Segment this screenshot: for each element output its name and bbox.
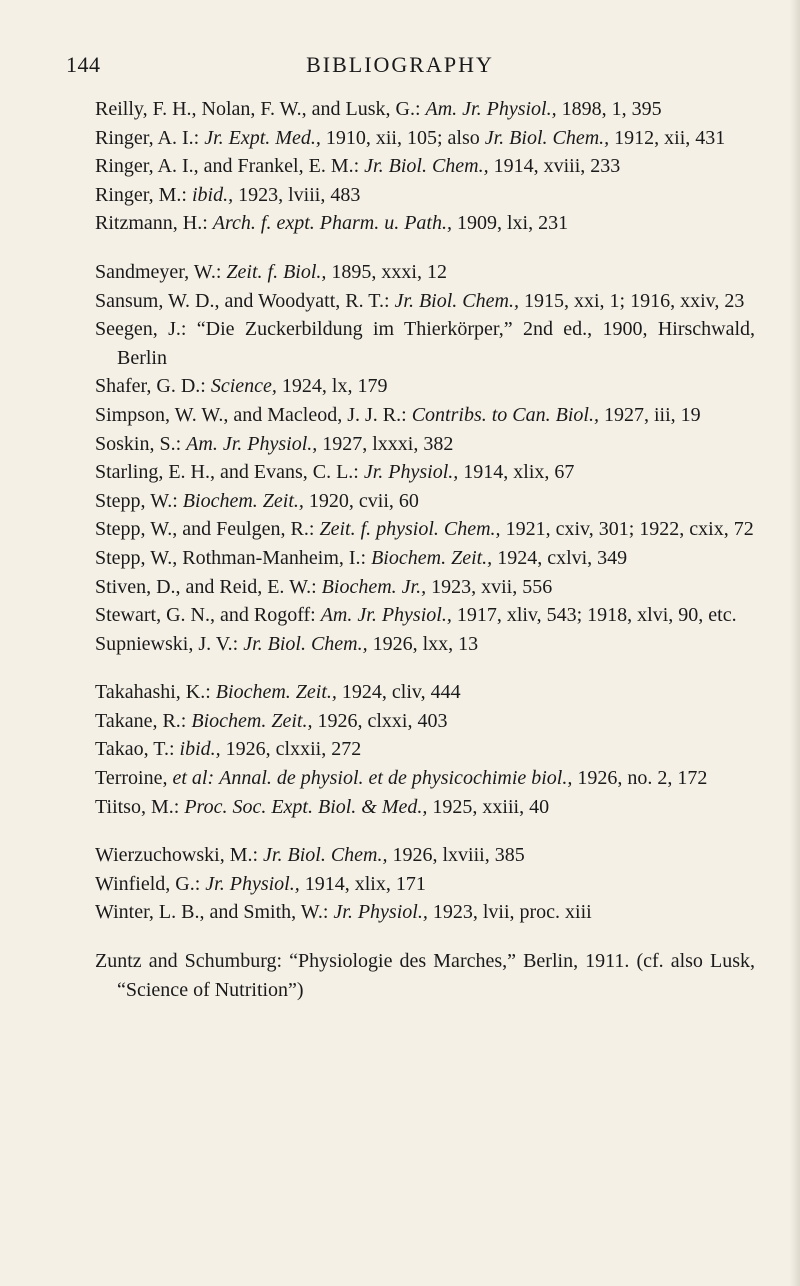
entry-citation: “Die Zuckerbildung im Thierkörper,” 2nd ed., 1900, Hirschwald, Berlin bbox=[117, 318, 756, 369]
bibliography-entry bbox=[95, 841, 755, 870]
entry-journal: Science, bbox=[210, 375, 277, 398]
entry-author: Supniewski, J. V.: bbox=[95, 632, 239, 655]
entry-citation: 1914, xlix, 67 bbox=[463, 461, 575, 484]
entry-journal: Zeit. f. physiol. Chem., bbox=[319, 518, 501, 541]
entry-author: Takane, R.: bbox=[95, 709, 187, 732]
bibliography-entry bbox=[95, 209, 755, 238]
bibliography-entry bbox=[95, 458, 755, 487]
entry-citation: 1917, xliv, 543; 1918, xlvi, 90, etc. bbox=[456, 604, 737, 627]
bibliography-entry bbox=[95, 707, 755, 736]
entry-citation: 1926, clxxii, 272 bbox=[225, 738, 362, 761]
entry-author: Winter, L. B., and Smith, W.: bbox=[95, 901, 329, 924]
entry-et-al: et al: bbox=[172, 767, 215, 790]
bibliography-entry bbox=[95, 287, 755, 316]
bibliography-group bbox=[95, 678, 755, 821]
entry-author: Sansum, W. D., and Woodyatt, R. T.: bbox=[95, 289, 390, 312]
running-head: BIBLIOGRAPHY bbox=[306, 52, 494, 77]
entry-journal: Biochem. Zeit., bbox=[371, 546, 493, 569]
entry-author: Wierzuchowski, M.: bbox=[95, 844, 259, 867]
bibliography-entry bbox=[95, 372, 755, 401]
entry-citation: 1923, xvii, 556 bbox=[431, 575, 553, 598]
entry-journal: Contribs. to Can. Biol., bbox=[411, 403, 599, 426]
entry-author: Winfield, G.: bbox=[95, 872, 201, 895]
entry-citation: 1925, xxiii, 40 bbox=[432, 795, 550, 818]
bibliography-entry bbox=[95, 735, 755, 764]
entry-journal: Proc. Soc. Expt. Biol. & Med., bbox=[184, 795, 428, 818]
entry-journal: Biochem. Zeit., bbox=[182, 489, 304, 512]
bibliography-entry bbox=[95, 315, 755, 372]
bibliography-entry bbox=[95, 515, 755, 544]
entry-author: Takahashi, K.: bbox=[95, 681, 211, 704]
bibliography-group bbox=[95, 841, 755, 927]
entry-author: Starling, E. H., and Evans, C. L.: bbox=[95, 461, 359, 484]
entry-citation: 1927, lxxxi, 382 bbox=[322, 432, 454, 455]
entry-citation: 1927, iii, 19 bbox=[603, 403, 701, 426]
entry-citation: “Physiologie des Marches,” Berlin, 1911. (cf. also Lusk, “Science of Nutrition”) bbox=[117, 950, 756, 1001]
bibliography-entry bbox=[95, 870, 755, 899]
entry-journal: Biochem. Zeit., bbox=[215, 681, 337, 704]
bibliography-entry bbox=[95, 898, 755, 927]
bibliography-list bbox=[95, 95, 755, 1024]
entry-citation: 1926, clxxi, 403 bbox=[317, 709, 448, 732]
entry-journal: Arch. f. expt. Pharm. u. Path., bbox=[212, 212, 452, 235]
entry-citation: 1914, xlix, 171 bbox=[304, 872, 426, 895]
entry-author: Stepp, W., and Feulgen, R.: bbox=[95, 518, 315, 541]
bibliography-group bbox=[95, 947, 755, 1004]
bibliography-group bbox=[95, 95, 755, 238]
entry-journal: Biochem. Jr., bbox=[321, 575, 427, 598]
entry-journal: Jr. Biol. Chem., bbox=[394, 289, 519, 312]
entry-journal: Jr. Physiol., bbox=[205, 872, 300, 895]
entry-journal: Zeit. f. Biol., bbox=[226, 260, 327, 283]
entry-citation: 1924, lx, 179 bbox=[281, 375, 388, 398]
entry-journal: Jr. Physiol., bbox=[333, 901, 428, 924]
bibliography-entry bbox=[95, 947, 755, 1004]
page-number: 144 bbox=[66, 52, 101, 77]
bibliography-entry bbox=[95, 430, 755, 459]
entry-author: Ringer, M.: bbox=[95, 183, 187, 206]
entry-citation: 1923, lviii, 483 bbox=[238, 183, 361, 206]
entry-citation: 1920, cvii, 60 bbox=[308, 489, 419, 512]
entry-citation: 1910, xii, 105; also bbox=[325, 126, 480, 149]
bibliography-entry bbox=[95, 487, 755, 516]
entry-author: Stewart, G. N., and Rogoff: bbox=[95, 604, 316, 627]
entry-journal: Jr. Biol. Chem., bbox=[364, 155, 489, 178]
entry-citation: 1895, xxxi, 12 bbox=[331, 260, 447, 283]
entry-citation: 1898, 1, 395 bbox=[561, 98, 662, 120]
bibliography-entry bbox=[95, 124, 755, 153]
entry-author: Zuntz and Schumburg: bbox=[95, 950, 283, 973]
entry-author: Stepp, W., Rothman-Manheim, I.: bbox=[95, 546, 367, 569]
entry-author: Terroine, bbox=[95, 767, 168, 790]
entry-journal: Jr. Biol. Chem., bbox=[263, 844, 388, 867]
entry-journal: ibid., bbox=[179, 738, 221, 761]
page-header bbox=[66, 52, 734, 82]
entry-journal: Biochem. Zeit., bbox=[191, 709, 313, 732]
entry-citation: 1926, no. 2, 172 bbox=[577, 767, 708, 790]
entry-author: Soskin, S.: bbox=[95, 432, 182, 455]
entry-journal: Jr. Expt. Med., bbox=[204, 126, 321, 149]
entry-citation: 1912, xii, 431 bbox=[614, 126, 726, 149]
entry-author: Sandmeyer, W.: bbox=[95, 260, 222, 283]
bibliography-entry bbox=[95, 793, 755, 822]
entry-journal: Am. Jr. Physiol., bbox=[425, 98, 557, 120]
entry-journal: Am. Jr. Physiol., bbox=[320, 604, 452, 627]
entry-citation: 1926, lxx, 13 bbox=[372, 632, 479, 655]
entry-author: Ringer, A. I., and Frankel, E. M.: bbox=[95, 155, 360, 178]
bibliography-entry bbox=[95, 544, 755, 573]
entry-citation: 1909, lxi, 231 bbox=[456, 212, 569, 235]
entry-citation: 1924, cxlvi, 349 bbox=[497, 546, 628, 569]
entry-author: Ritzmann, H.: bbox=[95, 212, 208, 235]
bibliography-entry bbox=[95, 764, 755, 793]
entry-author: Simpson, W. W., and Macleod, J. J. R.: bbox=[95, 403, 407, 426]
entry-author: Reilly, F. H., Nolan, F. W., and Lusk, G.: bbox=[95, 98, 421, 120]
entry-author: Tiitso, M.: bbox=[95, 795, 180, 818]
bibliography-entry bbox=[95, 601, 755, 630]
bibliography-entry bbox=[95, 401, 755, 430]
bibliography-entry bbox=[95, 258, 755, 287]
bibliography-entry bbox=[95, 573, 755, 602]
entry-author: Stepp, W.: bbox=[95, 489, 178, 512]
bibliography-entry bbox=[95, 152, 755, 181]
entry-author: Takao, T.: bbox=[95, 738, 175, 761]
entry-journal: Jr. Biol. Chem., bbox=[484, 126, 610, 149]
bibliography-entry bbox=[95, 95, 755, 124]
entry-journal: Jr. Physiol., bbox=[363, 461, 459, 484]
page-edge-shadow bbox=[790, 0, 800, 1286]
entry-citation: 1915, xxi, 1; 1916, xxiv, 23 bbox=[523, 289, 745, 312]
entry-citation: 1914, xviii, 233 bbox=[493, 155, 621, 178]
bibliography-entry bbox=[95, 181, 755, 210]
entry-citation: 1926, lxviii, 385 bbox=[392, 844, 525, 867]
entry-citation: 1924, cliv, 444 bbox=[341, 681, 461, 704]
entry-author: Stiven, D., and Reid, E. W.: bbox=[95, 575, 317, 598]
entry-author: Ringer, A. I.: bbox=[95, 126, 200, 149]
bibliography-entry bbox=[95, 630, 755, 659]
entry-author: Seegen, J.: bbox=[95, 318, 187, 341]
bibliography-group bbox=[95, 258, 755, 658]
entry-journal: ibid., bbox=[191, 183, 234, 206]
entry-journal: Jr. Biol. Chem., bbox=[243, 632, 368, 655]
entry-author: Shafer, G. D.: bbox=[95, 375, 206, 398]
entry-journal: Am. Jr. Physiol., bbox=[186, 432, 318, 455]
entry-citation: 1923, lvii, proc. xiii bbox=[432, 901, 592, 924]
bibliography-entry bbox=[95, 678, 755, 707]
entry-journal: Annal. de physiol. et de physicochimie biol., bbox=[219, 767, 573, 790]
entry-citation: 1921, cxiv, 301; 1922, cxix, 72 bbox=[505, 518, 754, 541]
